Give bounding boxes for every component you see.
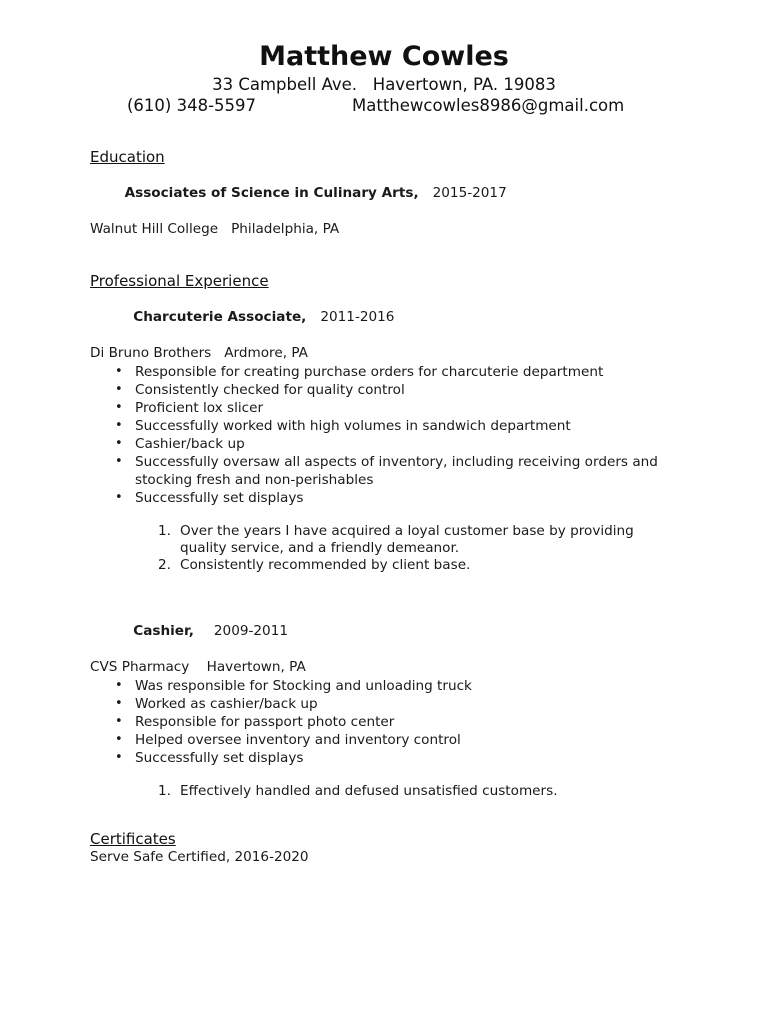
job-bullets: [90, 677, 730, 767]
list-item: [158, 557, 730, 574]
experience-title: Professional Experience: [90, 272, 269, 290]
list-item: • Responsible for passport photo center: [135, 713, 730, 731]
item-text: Over the years I have acquired a loyal customer base by providing quality service, and a friendly demeanor.: [180, 523, 634, 556]
item-number: 1.: [158, 523, 171, 539]
list-item: • Successfully set displays: [135, 489, 730, 507]
certificate-item: Serve Safe Certified, 2016-2020: [90, 849, 309, 865]
education-section: [90, 148, 730, 238]
list-item: • Was responsible for Stocking and unloading truck: [135, 677, 730, 695]
item-text: Consistently recommended by client base.: [180, 557, 471, 573]
job-achievements: [90, 783, 730, 800]
phone-number: (610) 348-5597: [127, 96, 257, 115]
list-item: • Cashier/back up: [135, 435, 730, 453]
item-number: 2.: [158, 557, 171, 573]
list-item: [158, 523, 730, 557]
email-address: Matthewcowles8986@gmail.com: [352, 96, 625, 115]
candidate-name: Matthew Cowles: [259, 41, 509, 72]
list-item: • Successfully set displays: [135, 749, 730, 767]
experience-section: [90, 272, 730, 800]
list-item: • Worked as cashier/back up: [135, 695, 730, 713]
school: Walnut Hill College Philadelphia, PA: [90, 221, 340, 237]
education-title: Education: [90, 148, 165, 166]
list-item: • Helped oversee inventory and inventory control: [135, 731, 730, 749]
resume-header: [0, 40, 768, 96]
job-entry: [90, 290, 730, 574]
certificates-title: Certificates: [90, 830, 176, 848]
certificates-section: [90, 830, 730, 866]
list-item: • Responsible for creating purchase orders for charcuterie department: [135, 363, 730, 381]
degree: Associates of Science in Culinary Arts,: [124, 185, 419, 201]
job-dates: 2009-2011: [213, 623, 288, 639]
job-employer: Di Bruno Brothers Ardmore, PA: [90, 345, 308, 361]
item-number: 1.: [158, 783, 171, 799]
list-item: [158, 783, 730, 800]
job-role: Cashier,: [133, 623, 194, 639]
resume-body: [90, 148, 730, 866]
list-item: • Successfully worked with high volumes in sandwich department: [135, 417, 730, 435]
job-entry: [90, 604, 730, 800]
list-item: • Successfully oversaw all aspects of inventory, including receiving orders and stocking fresh and non-perishables: [135, 453, 730, 489]
job-achievements: [90, 523, 730, 574]
item-text: Effectively handled and defused unsatisfied customers.: [180, 783, 558, 799]
list-item: • Proficient lox slicer: [135, 399, 730, 417]
job-employer: CVS Pharmacy Havertown, PA: [90, 659, 306, 675]
address-line: 33 Campbell Ave. Havertown, PA. 19083: [212, 75, 556, 94]
list-item: • Consistently checked for quality control: [135, 381, 730, 399]
education-dates: 2015-2017: [432, 185, 507, 201]
job-dates: 2011-2016: [320, 309, 395, 325]
job-bullets: [90, 363, 730, 507]
job-role: Charcuterie Associate,: [133, 309, 307, 325]
